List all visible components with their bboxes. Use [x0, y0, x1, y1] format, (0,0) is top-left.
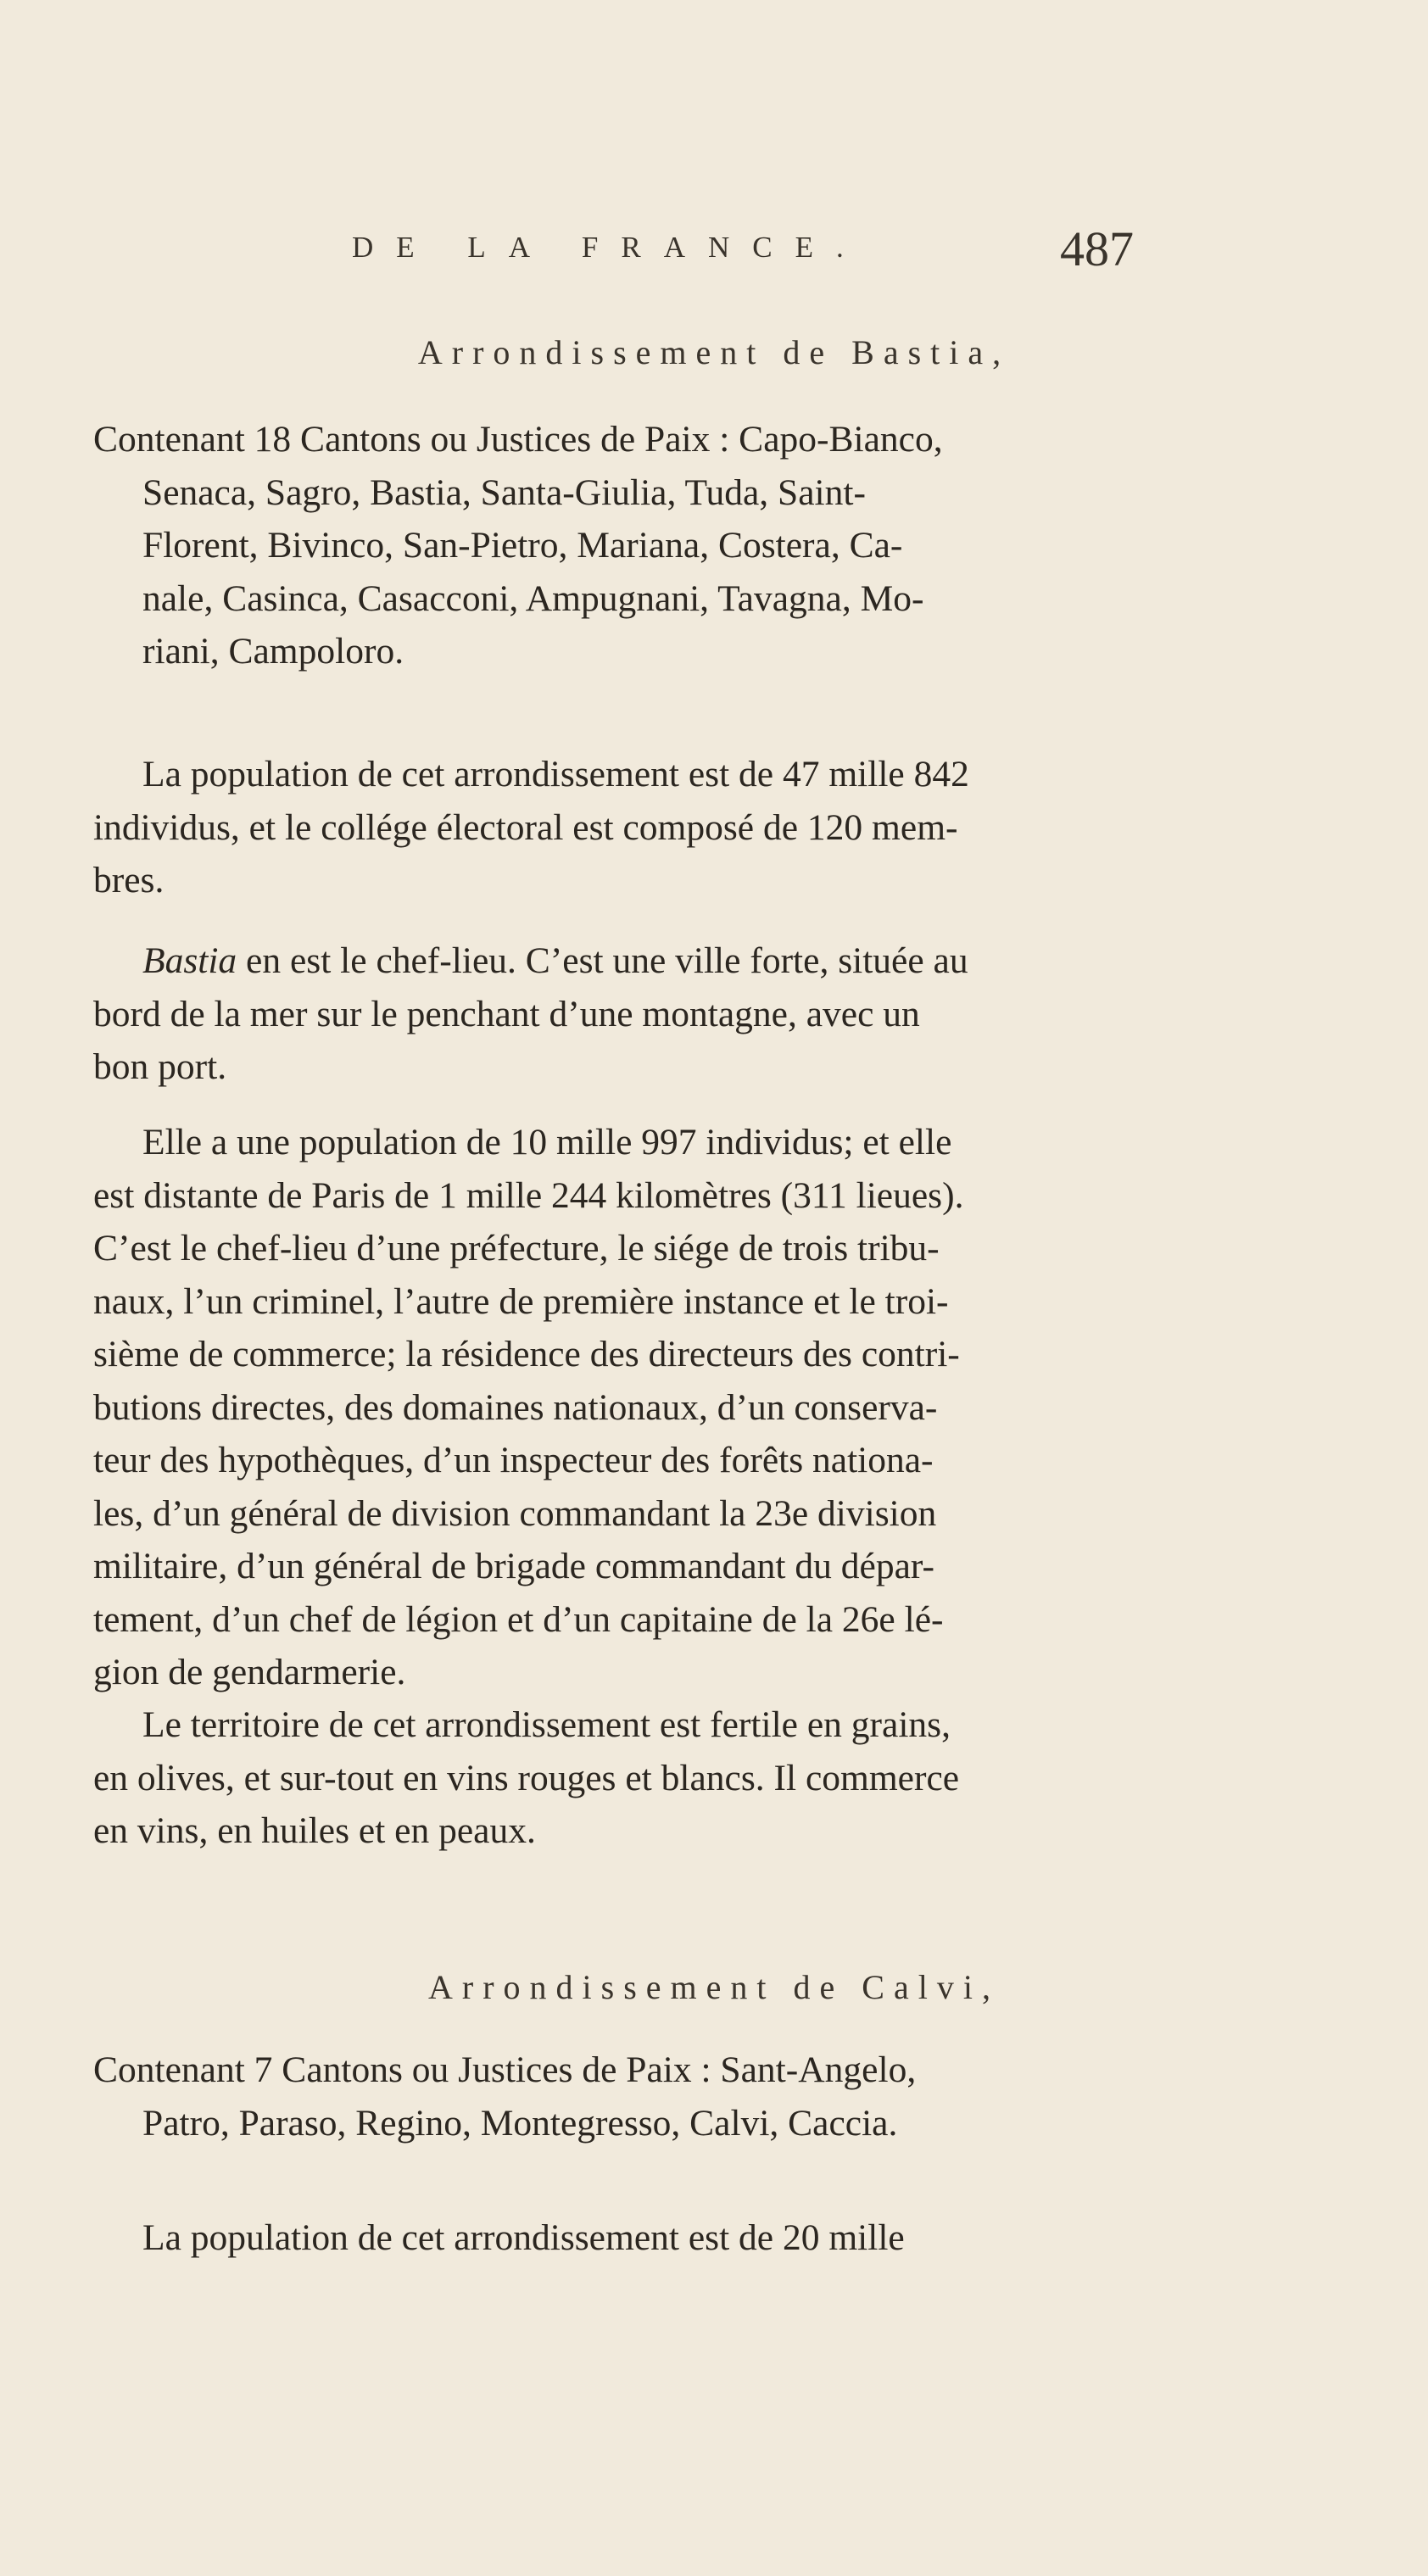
- section-heading-bastia: Arrondissement de Bastia,: [417, 333, 1011, 371]
- text-line: bon port.: [93, 1046, 227, 1087]
- text-line: [93, 934, 1221, 988]
- text-line: La population de cet arrondissement est de 20 mille: [142, 2217, 905, 2258]
- text-line: Contenant 7 Cantons ou Justices de Paix : Sant-Angelo,: [93, 2049, 917, 2090]
- text-line: militaire, d’un général de brigade commandant du dépar-: [93, 1546, 934, 1586]
- capital-text: en est le chef-lieu. C’est une ville forte, située au: [237, 940, 968, 981]
- text-line: bres.: [93, 860, 165, 900]
- section-heading-calvi: Arrondissement de Calvi,: [428, 1968, 1000, 2006]
- running-head: [0, 221, 1428, 282]
- text-line: butions directes, des domaines nationaux, d’un conserva-: [93, 1386, 938, 1428]
- text-line: gion de gendarmerie.: [93, 1652, 406, 1692]
- text-line: en olives, et sur-tout en vins rouges et blancs. Il commerce: [93, 1757, 960, 1798]
- text-line: Patro, Paraso, Regino, Montegresso, Calvi, Caccia.: [142, 2102, 898, 2144]
- text-line: Contenant 18 Cantons ou Justices de Paix : Capo-Bianco,: [93, 419, 943, 460]
- page-number: 487: [1060, 221, 1134, 276]
- text-line: naux, l’un criminel, l’autre de première instance et le troi-: [93, 1280, 949, 1322]
- text-line: bord de la mer sur le penchant d’une montagne, avec un: [93, 993, 920, 1034]
- text-line: teur des hypothèques, d’un inspecteur des forêts nationa-: [93, 1440, 934, 1480]
- bastia-details-paragraph: [93, 1116, 1221, 1699]
- capital-name: Bastia: [142, 940, 237, 981]
- text-line: sième de commerce; la résidence des directeurs des contri-: [93, 1334, 960, 1374]
- text-line: Florent, Bivinco, San-Pietro, Mariana, Costera, Ca-: [142, 525, 903, 566]
- text-line: en vins, en huiles et en peaux.: [93, 1810, 536, 1851]
- text-line: est distante de Paris de 1 mille 244 kilomètres (311 lieues).: [93, 1174, 964, 1216]
- bastia-population-paragraph: [93, 748, 1221, 907]
- text-line: La population de cet arrondissement est de 47 mille 842: [142, 754, 969, 795]
- bastia-capital-paragraph: [93, 934, 1221, 1094]
- text-line: les, d’un général de division commandant la 23e division: [93, 1492, 937, 1534]
- bastia-cantons-paragraph: [93, 413, 1221, 678]
- text-line: nale, Casinca, Casacconi, Ampugnani, Tavagna, Mo-: [142, 577, 924, 619]
- running-title: DE LA FRANCE.: [352, 231, 867, 264]
- text-line: C’est le chef-lieu d’une préfecture, le siége de trois tribu-: [93, 1228, 940, 1268]
- text-line: Senaca, Sagro, Bastia, Santa-Giulia, Tuda, Saint-: [142, 471, 866, 513]
- text-line: Elle a une population de 10 mille 997 individus; et elle: [142, 1122, 952, 1163]
- calvi-population-paragraph: [93, 2211, 1221, 2265]
- bastia-territory-paragraph: [93, 1698, 1221, 1858]
- text-line: tement, d’un chef de légion et d’un capitaine de la 26e lé-: [93, 1598, 944, 1640]
- calvi-cantons-paragraph: [93, 2044, 1221, 2149]
- text-line: individus, et le collége électoral est composé de 120 mem-: [93, 806, 958, 848]
- text-line: Le territoire de cet arrondissement est fertile en grains,: [142, 1704, 951, 1745]
- text-line: riani, Campoloro.: [142, 631, 404, 672]
